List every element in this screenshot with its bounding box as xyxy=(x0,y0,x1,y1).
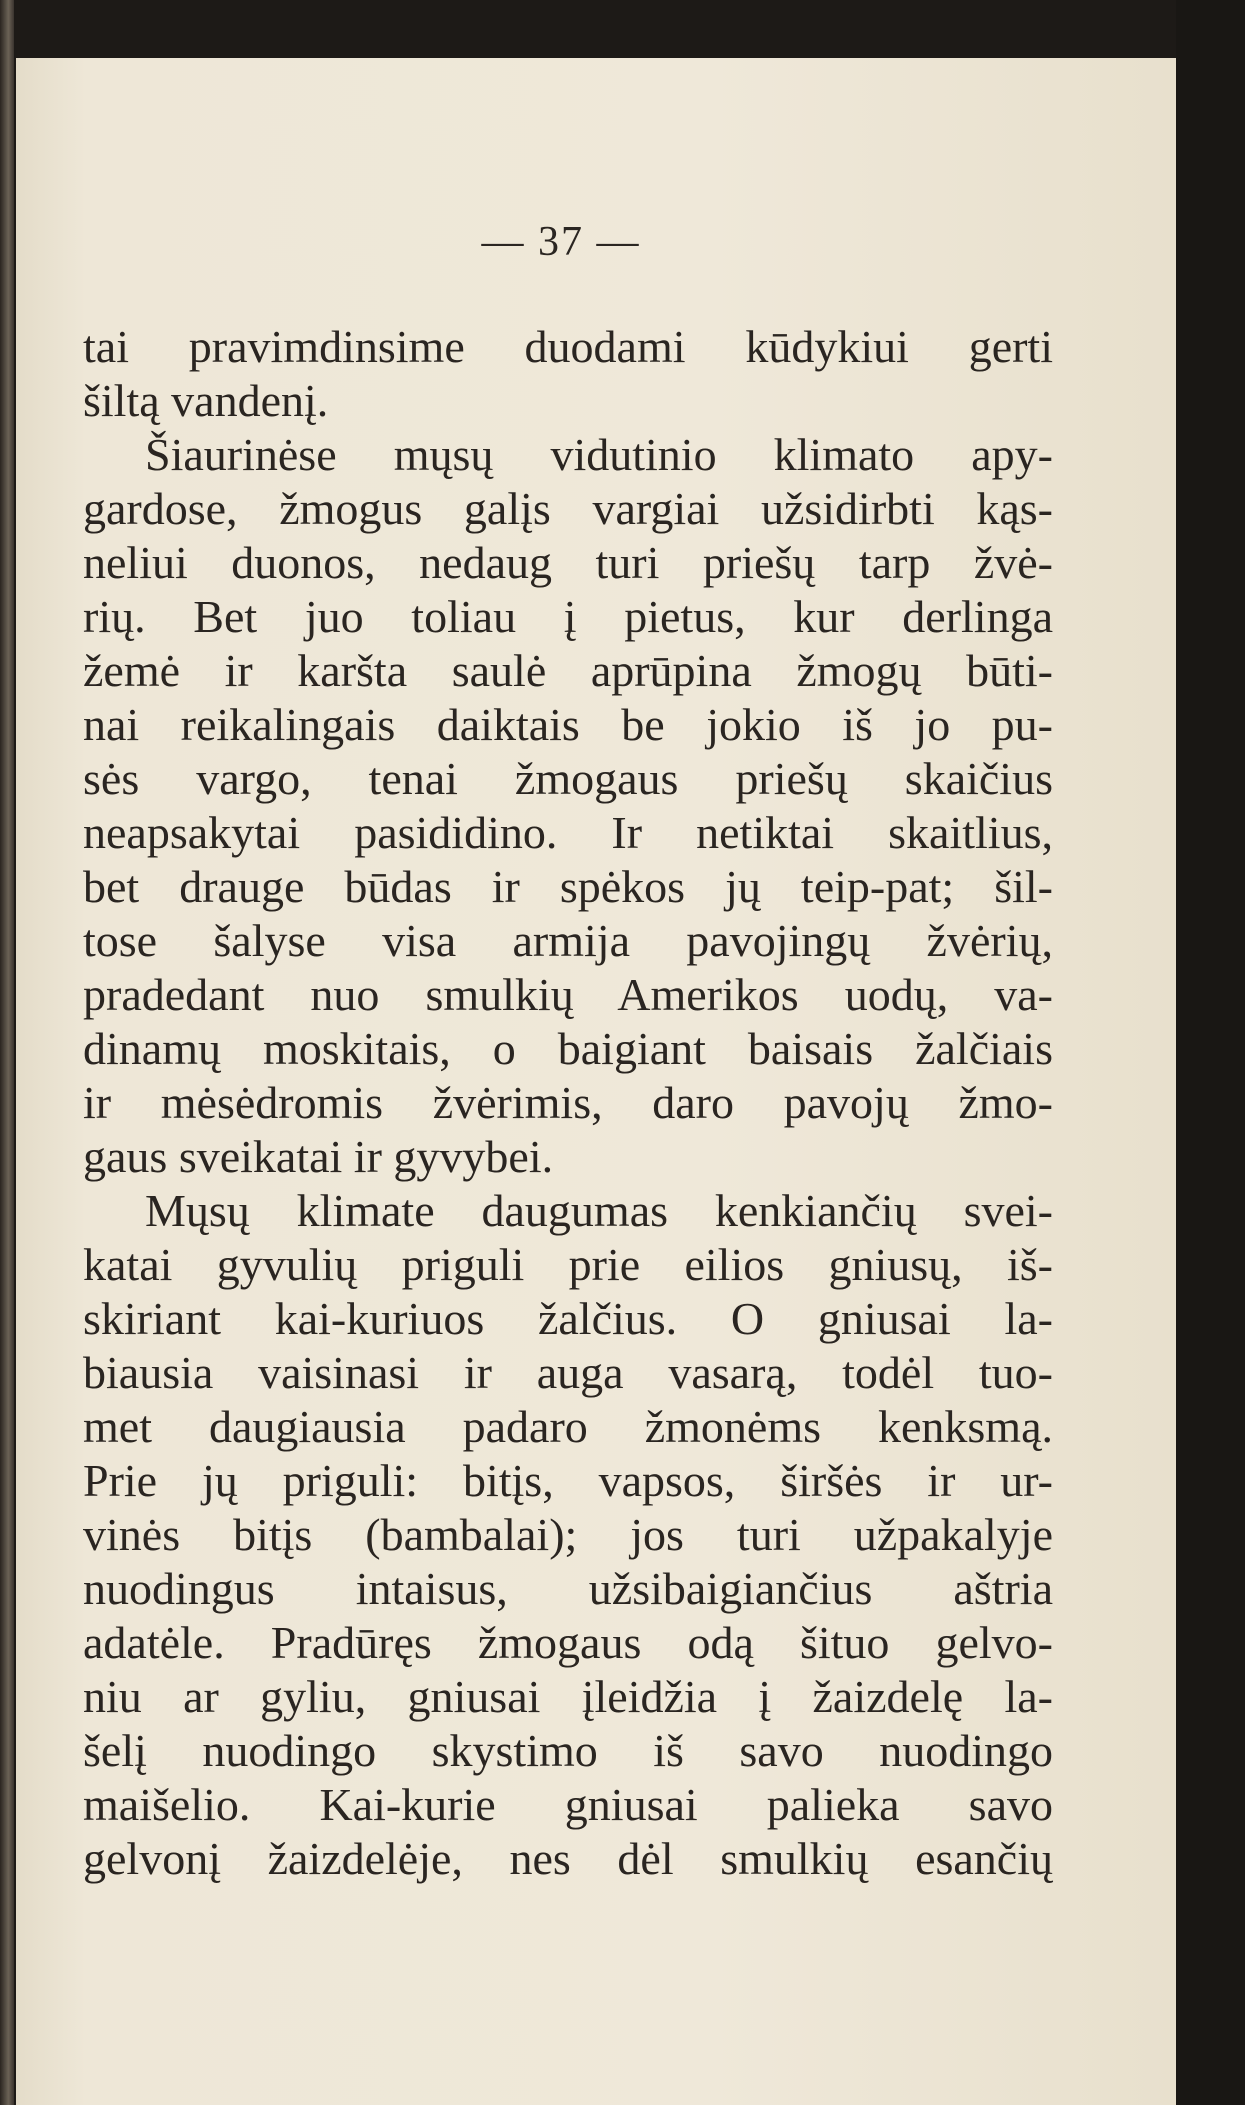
text-line: met daugiausia padaro žmonėms kenksmą. xyxy=(83,1401,1053,1452)
text-line: neapsakytai pasididino. Ir netiktai skaitlius, xyxy=(83,807,1053,858)
text-line: ir mėsėdromis žvėrimis, daro pavojų žmo- xyxy=(83,1077,1053,1128)
text-line: vinės bitįs (bambalai); jos turi užpakalyje xyxy=(83,1509,1053,1560)
text-line: katai gyvulių priguli prie eilios gniusų, iš- xyxy=(83,1239,1053,1290)
text-line: nai reikalingais daiktais be jokio iš jo pu- xyxy=(83,699,1053,750)
text-line: gardose, žmogus galįs vargiai užsidirbti kąs- xyxy=(83,483,1053,534)
text-line: Šiaurinėse mųsų vidutinio klimato apy- xyxy=(145,429,1053,480)
text-line: skiriant kai-kuriuos žalčius. O gniusai la- xyxy=(83,1293,1053,1344)
text-line: šelį nuodingo skystimo iš savo nuodingo xyxy=(83,1725,1053,1776)
text-line: niu ar gyliu, gniusai įleidžia į žaizdelę la- xyxy=(83,1671,1053,1722)
text-line: Prie jų priguli: bitįs, vapsos, širšės ir ur- xyxy=(83,1455,1053,1506)
text-line: adatėle. Pradūręs žmogaus odą šituo gelvo- xyxy=(83,1617,1053,1668)
text-line: nuodingus intaisus, užsibaigiančius aštria xyxy=(83,1563,1053,1614)
text-line: neliui duonos, nedaug turi priešų tarp žvė- xyxy=(83,537,1053,588)
text-line: bet drauge būdas ir spėkos jų teip-pat; šil- xyxy=(83,861,1053,912)
text-line: tai pravimdinsime duodami kūdykiui gerti xyxy=(83,321,1053,372)
book-binding-edge xyxy=(0,0,14,2105)
text-line: žemė ir karšta saulė aprūpina žmogų būti- xyxy=(83,645,1053,696)
text-line: biausia vaisinasi ir auga vasarą, todėl tuo- xyxy=(83,1347,1053,1398)
text-line: maišelio. Kai-kurie gniusai palieka savo xyxy=(83,1779,1053,1830)
text-line: dinamų moskitais, o baigiant baisais žalčiais xyxy=(83,1023,1053,1074)
text-line: gelvonį žaizdelėje, nes dėl smulkių esančių xyxy=(83,1833,1053,1884)
text-line: sės vargo, tenai žmogaus priešų skaičius xyxy=(83,753,1053,804)
text-line: Mųsų klimate daugumas kenkiančių svei- xyxy=(145,1185,1053,1236)
text-line: rių. Bet juo toliau į pietus, kur derlinga xyxy=(83,591,1053,642)
page-number: — 37 — xyxy=(481,219,641,265)
text-line: šiltą vandenį. xyxy=(83,375,329,426)
scan-background-edge xyxy=(1176,0,1245,2105)
text-line: gaus sveikatai ir gyvybei. xyxy=(83,1131,554,1182)
book-page xyxy=(16,58,1176,2105)
text-line: tose šalyse visa armija pavojingų žvėrių, xyxy=(83,915,1053,966)
text-line: pradedant nuo smulkių Amerikos uodų, va- xyxy=(83,969,1053,1020)
body-text xyxy=(83,320,1053,1886)
